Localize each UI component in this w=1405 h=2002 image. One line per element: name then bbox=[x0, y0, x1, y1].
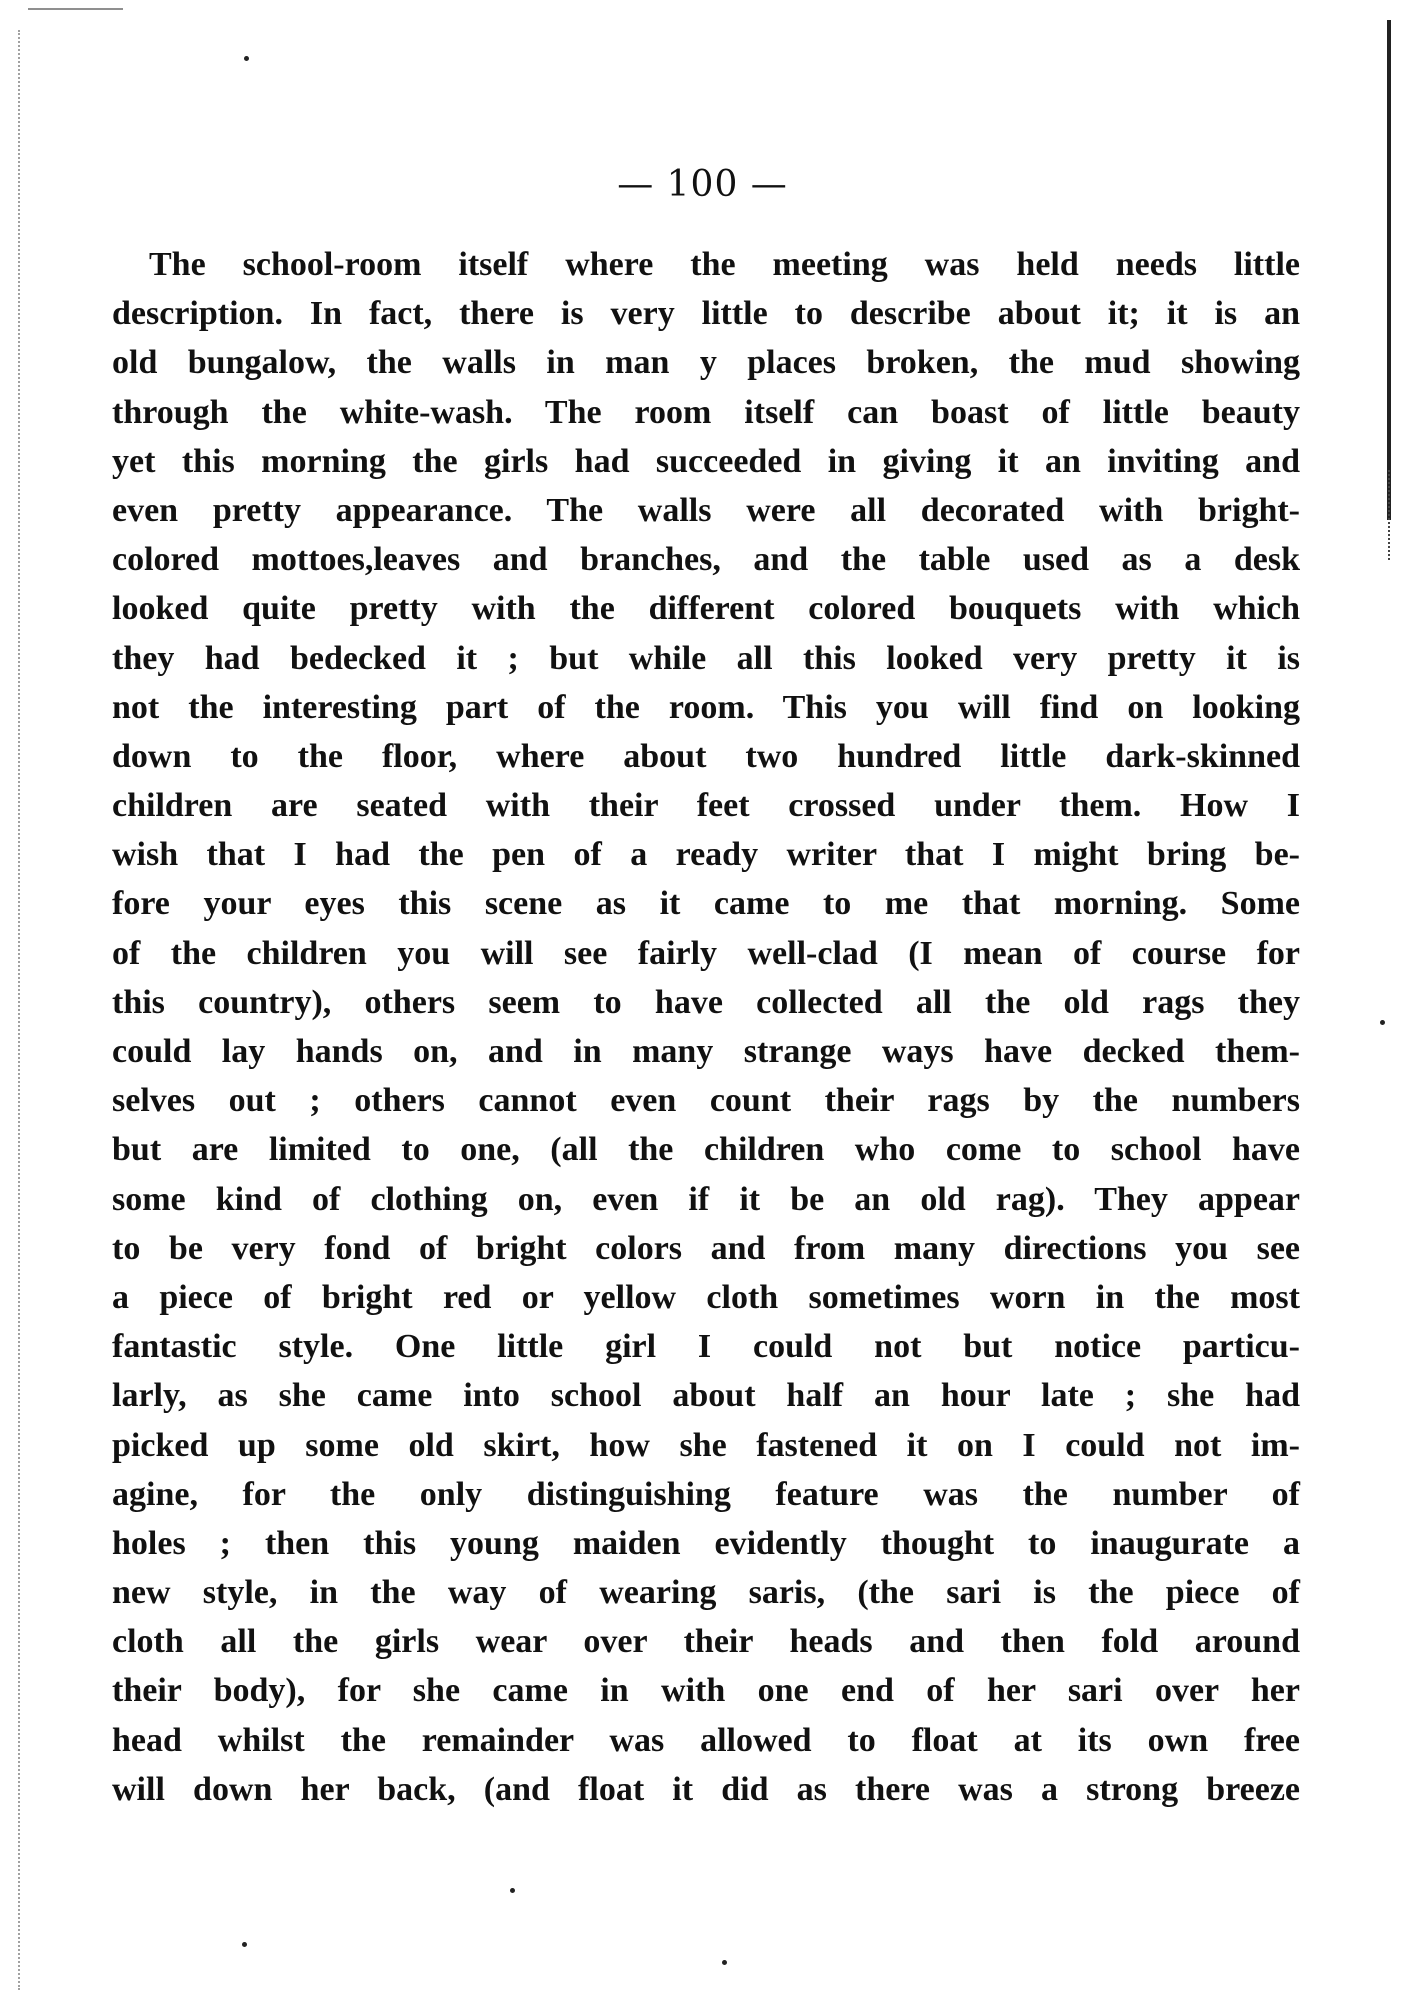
text-line: down to the floor, where about two hundred little dark-skinned bbox=[112, 737, 1300, 775]
text-line: larly, as she came into school about half an hour late ; she had bbox=[112, 1377, 1300, 1415]
scan-speck bbox=[510, 1888, 515, 1893]
text-line: yet this morning the girls had succeeded in giving it an inviting and bbox=[112, 442, 1300, 480]
text-line: this country), others seem to have collected all the old rags they bbox=[112, 983, 1300, 1021]
text-line: fantastic style. One little girl I could not but notice particu- bbox=[112, 1328, 1300, 1366]
scan-speck bbox=[242, 1942, 247, 1947]
scan-artifact-left-edge bbox=[18, 30, 34, 1990]
scan-speck bbox=[244, 56, 249, 61]
scan-artifact-top bbox=[28, 8, 123, 10]
text-line: agine, for the only distinguishing feature was the number of bbox=[112, 1475, 1300, 1513]
page-number: — 100 — bbox=[617, 164, 788, 205]
text-line: picked up some old skirt, how she fastened it on I could not im- bbox=[112, 1426, 1300, 1464]
text-line: but are limited to one, (all the children who come to school have bbox=[112, 1131, 1300, 1169]
text-line: colored mottoes,leaves and branches, and the table used as a desk bbox=[112, 541, 1300, 579]
text-line: to be very fond of bright colors and from many directions you see bbox=[112, 1229, 1300, 1267]
text-line: through the white-wash. The room itself can boast of little beauty bbox=[112, 393, 1300, 431]
scan-artifact-right-dots bbox=[1386, 470, 1390, 560]
text-line: cloth all the girls wear over their heads and then fold around bbox=[112, 1623, 1300, 1661]
text-line: could lay hands on, and in many strange ways have decked them- bbox=[112, 1033, 1300, 1070]
text-line: old bungalow, the walls in man y places broken, the mud showing bbox=[112, 344, 1300, 382]
text-line: of the children you will see fairly well-clad (I mean of course for bbox=[112, 934, 1300, 972]
text-line: The school-room itself where the meeting was held needs little bbox=[149, 246, 1300, 283]
text-line: even pretty appearance. The walls were all decorated with bright- bbox=[112, 491, 1300, 529]
text-line: they had bedecked it ; but while all this looked very pretty it is bbox=[112, 639, 1300, 677]
text-line: children are seated with their feet crossed under them. How I bbox=[112, 787, 1300, 825]
text-line: a piece of bright red or yellow cloth sometimes worn in the most bbox=[112, 1278, 1300, 1316]
text-line: some kind of clothing on, even if it be an old rag). They appear bbox=[112, 1180, 1300, 1218]
text-line: head whilst the remainder was allowed to float at its own free bbox=[112, 1721, 1300, 1759]
text-line: looked quite pretty with the different colored bouquets with which bbox=[112, 590, 1300, 628]
scan-speck bbox=[722, 1960, 727, 1965]
text-line: wish that I had the pen of a ready writer that I might bring be- bbox=[112, 836, 1300, 874]
text-line: their body), for she came in with one end of her sari over her bbox=[112, 1672, 1300, 1710]
scan-artifact-right-edge bbox=[1387, 20, 1391, 520]
text-line: new style, in the way of wearing saris, (the sari is the piece of bbox=[112, 1574, 1300, 1612]
scan-speck bbox=[1380, 1020, 1385, 1025]
text-line: selves out ; others cannot even count their rags by the numbers bbox=[112, 1082, 1300, 1120]
text-line: not the interesting part of the room. This you will find on looking bbox=[112, 688, 1300, 726]
body-text bbox=[112, 240, 1300, 1814]
text-line: fore your eyes this scene as it came to me that morning. Some bbox=[112, 885, 1300, 923]
text-line: description. In fact, there is very little to describe about it; it is an bbox=[112, 295, 1300, 333]
text-line: holes ; then this young maiden evidently thought to inaugurate a bbox=[112, 1524, 1300, 1562]
text-line: will down her back, (and float it did as there was a strong breeze bbox=[112, 1770, 1300, 1808]
